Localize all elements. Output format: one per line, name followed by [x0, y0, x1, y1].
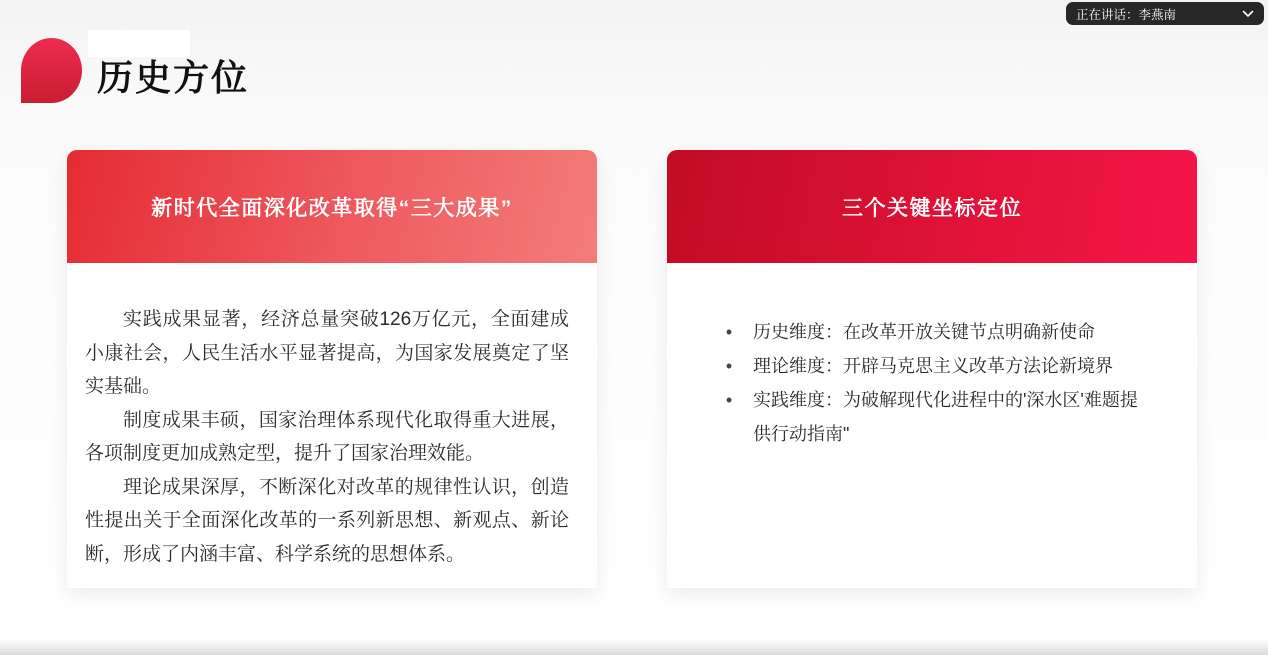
card-three-coordinates-title: 三个关键坐标定位	[842, 196, 1022, 220]
bullet-practice-dimension: 实践维度：为破解现代化进程中的'深水区'难题提供行动指南"	[753, 390, 1138, 444]
card-three-achievements-body	[67, 263, 597, 571]
logo-blob-icon	[21, 38, 82, 103]
speaker-badge-label: 正在讲话：李燕南	[1076, 7, 1177, 22]
bullet-icon: •	[725, 322, 733, 342]
list-item	[705, 349, 1159, 383]
bottom-fade-strip	[0, 639, 1268, 655]
chevron-down-icon	[1242, 10, 1254, 18]
bullet-history-dimension: 历史维度：在改革开放关键节点明确新使命	[753, 322, 1095, 342]
bullet-theory-dimension: 理论维度：开辟马克思主义改革方法论新境界	[753, 356, 1113, 376]
card-three-achievements-title: 新时代全面深化改革取得“三大成果”	[151, 196, 513, 220]
speaker-badge[interactable]	[1066, 2, 1264, 25]
card-three-achievements	[67, 150, 597, 588]
paragraph-institutional-achievements: 制度成果丰硕，国家治理体系现代化取得重大进展，各项制度更加成熟定型，提升了国家治理效能。	[85, 409, 569, 464]
bullet-icon: •	[725, 356, 733, 376]
paragraph-theoretical-achievements: 理论成果深厚，不断深化对改革的规律性认识，创造性提出关于全面深化改革的一系列新思想、新观点、新论断，形成了内涵丰富、科学系统的思想体系。	[85, 476, 569, 565]
card-three-coordinates	[667, 150, 1197, 588]
page-title: 历史方位	[97, 57, 250, 98]
coordinates-bullet-list	[685, 303, 1169, 451]
paragraph-practical-achievements: 实践成果显著，经济总量突破126万亿元，全面建成小康社会，人民生活水平显著提高，为国家发展奠定了坚实基础。	[85, 309, 569, 397]
card-three-coordinates-header	[667, 150, 1197, 263]
list-item	[705, 383, 1159, 451]
card-three-coordinates-body	[667, 263, 1197, 451]
list-item	[705, 315, 1159, 349]
card-three-achievements-header	[67, 150, 597, 263]
bullet-icon: •	[725, 390, 733, 410]
